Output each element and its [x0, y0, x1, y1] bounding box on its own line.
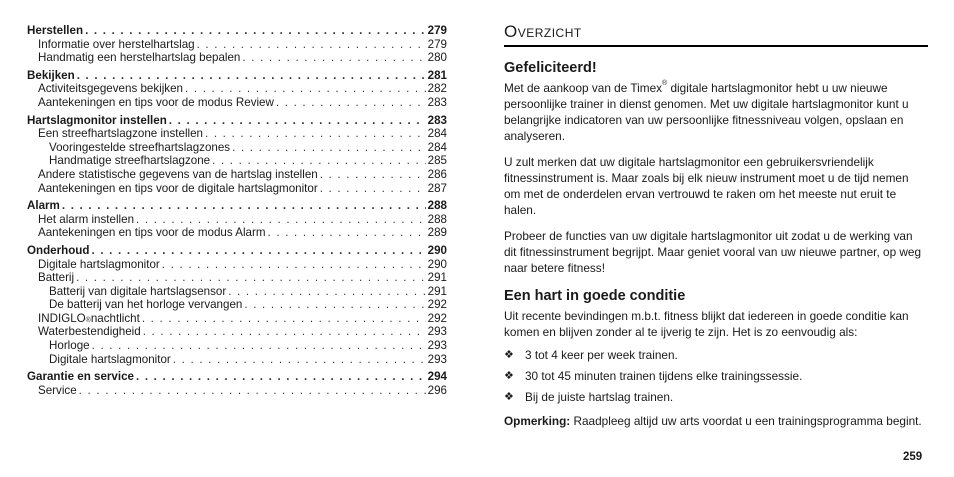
toc-entry-title-suffix: nachtlicht	[90, 311, 140, 325]
toc-page-number: 290	[427, 243, 447, 257]
list-item: ❖ Bij de juiste hartslag trainen.	[504, 390, 674, 404]
toc-page-number: 291	[427, 271, 447, 285]
toc-entry-title: INDIGLO	[38, 311, 86, 325]
toc-entry-title: Aantekeningen en tips voor de digitale hartslagmonitor	[38, 181, 318, 195]
toc-entry	[27, 258, 447, 272]
toc-entry-title: Het alarm instellen	[38, 212, 135, 226]
dot-leader	[320, 182, 426, 196]
dot-leader	[169, 114, 426, 128]
dot-leader	[136, 370, 426, 384]
toc-entry-title: Batterij van digitale hartslagsensor	[49, 284, 227, 298]
toc-entry	[27, 213, 447, 227]
diamond-bullet-icon: ❖	[504, 391, 514, 403]
toc-entry-title: Een streefhartslagzone instellen	[38, 127, 203, 141]
toc-page-number: 279	[427, 37, 447, 51]
dot-leader	[268, 226, 426, 240]
toc-entry-title: Alarm	[27, 199, 60, 213]
page-number: 259	[903, 451, 923, 463]
toc-entry	[27, 38, 447, 52]
toc-chapter	[27, 24, 447, 38]
heading-congratulations: Gefeliciteerd!	[504, 60, 597, 76]
toc-entry	[27, 384, 447, 398]
toc-entry	[27, 312, 447, 326]
toc-entry	[27, 182, 447, 196]
toc-entry	[27, 271, 447, 285]
toc-entry-title: Aantekeningen en tips voor de modus Alarm	[38, 226, 266, 240]
dot-leader	[173, 353, 426, 367]
dot-leader	[76, 271, 426, 285]
toc-entry-title: Hartslagmonitor instellen	[27, 113, 167, 127]
toc-page-number: 293	[427, 352, 447, 366]
toc-entry	[27, 51, 447, 65]
registered-mark: ®	[85, 316, 91, 324]
toc-page-number: 293	[427, 325, 447, 339]
dot-leader	[92, 339, 426, 353]
toc-entry	[27, 168, 447, 182]
dot-leader	[143, 325, 426, 339]
registered-mark: ®	[662, 80, 668, 87]
toc-page-number: 291	[427, 284, 447, 298]
toc-page-number: 287	[427, 181, 447, 195]
toc-entry-title: Waterbestendigheid	[38, 325, 141, 339]
toc-entry	[27, 226, 447, 240]
toc-chapter	[27, 114, 447, 128]
toc-page-number: 283	[427, 113, 447, 127]
toc-page-number: 296	[427, 383, 447, 397]
toc-chapter	[27, 370, 447, 384]
table-of-contents	[27, 24, 447, 397]
toc-entry-title: Service	[38, 383, 77, 397]
paragraph-2: U zult merken dat uw digitale hartslagmonitor een gebruikersvriendelijk fitnessinstrument is. Maar zoals bij elk nieuw instrument moet u de tijd nemen om met de onderdelen ervan vertrouwd te raken om het meeste nut eruit te halen.	[504, 155, 909, 217]
dot-leader	[85, 24, 426, 38]
toc-entry-title: Digitale hartslagmonitor	[49, 352, 171, 366]
toc-entry-title: Horloge	[49, 339, 90, 353]
toc-entry	[27, 96, 447, 110]
toc-page-number: 279	[427, 24, 447, 37]
paragraph-4: Uit recente bevindingen m.b.t. fitness blijkt dat iedereen in goede conditie kan komen en blijven zonder al te ijverig te zijn. Het is zo eenvoudig als:	[504, 309, 909, 339]
dot-leader	[212, 154, 426, 168]
dot-leader	[320, 168, 426, 182]
toc-page-number: 293	[427, 339, 447, 353]
toc-entry	[27, 141, 447, 155]
toc-page-number: 285	[427, 154, 447, 168]
toc-entry-title: Herstellen	[27, 24, 84, 37]
dot-leader	[79, 384, 426, 398]
toc-chapter	[27, 199, 447, 213]
toc-entry-title: Digitale hartslagmonitor	[38, 257, 160, 271]
toc-page-number: 286	[427, 167, 447, 181]
toc-chapter	[27, 69, 447, 83]
toc-entry	[27, 154, 447, 168]
toc-entry-title: Handmatig een herstelhartslag bepalen	[38, 51, 241, 65]
toc-page-number: 288	[427, 212, 447, 226]
toc-entry	[27, 353, 447, 367]
toc-page-number: 284	[427, 140, 447, 154]
toc-entry-title: Activiteitsgegevens bekijken	[38, 82, 184, 96]
toc-page-number: 281	[427, 68, 447, 82]
toc-page-number: 282	[427, 82, 447, 96]
toc-entry-title: Aantekeningen en tips voor de modus Review	[38, 95, 274, 109]
toc-entry	[27, 325, 447, 339]
toc-entry	[27, 127, 447, 141]
dot-leader	[185, 82, 426, 96]
diamond-bullet-icon: ❖	[504, 349, 514, 361]
toc-entry-title: Bekijken	[27, 68, 75, 82]
toc-entry-title: Vooringestelde streefhartslagzones	[49, 140, 231, 154]
diamond-bullet-icon: ❖	[504, 370, 514, 382]
section-title: Overzicht	[504, 22, 928, 47]
dot-leader	[77, 69, 426, 83]
toc-entry-title: Batterij	[38, 271, 75, 285]
heading-good-condition: Een hart in goede conditie	[504, 288, 686, 304]
toc-page-number: 292	[427, 311, 447, 325]
overview-section	[504, 22, 928, 439]
dot-leader	[242, 51, 425, 65]
toc-page-number: 290	[427, 257, 447, 271]
list-item: ❖ 3 tot 4 keer per week trainen.	[504, 348, 678, 362]
paragraph-3: Probeer de functies van uw digitale hartslagmonitor uit zodat u de werking van dit fitnessinstrument begrijpt. Maar geniet vooral van uw nieuwe partner, op weg naar betere fitness!	[504, 229, 922, 275]
dot-leader	[197, 38, 426, 52]
toc-chapter	[27, 244, 447, 258]
toc-page-number: 283	[427, 95, 447, 109]
toc-page-number: 288	[427, 199, 447, 213]
toc-entry-title: Informatie over herstelhartslag	[38, 37, 195, 51]
dot-leader	[205, 127, 426, 141]
toc-entry-title: Onderhoud	[27, 243, 90, 257]
dot-leader	[244, 298, 425, 312]
toc-page-number: 292	[427, 298, 447, 312]
toc-entry	[27, 82, 447, 96]
dot-leader	[276, 96, 426, 110]
dot-leader	[142, 312, 426, 326]
note-paragraph: Opmerking: Raadpleeg altijd uw arts voordat u een trainingsprogramma begint.	[504, 414, 922, 428]
toc-entry-title: Andere statistische gegevens van de hartslag instellen	[38, 167, 318, 181]
toc-page-number: 294	[427, 370, 447, 384]
dot-leader	[62, 199, 426, 213]
toc-page-number: 280	[427, 51, 447, 65]
dot-leader	[162, 258, 426, 272]
toc-page-number: 284	[427, 127, 447, 141]
list-item: ❖ 30 tot 45 minuten trainen tijdens elke trainingssessie.	[504, 369, 803, 383]
note-label: Opmerking:	[504, 414, 571, 428]
dot-leader	[91, 244, 425, 258]
toc-entry-title: Handmatige streefhartslagzone	[49, 154, 211, 168]
toc-entry-title: Garantie en service	[27, 370, 134, 384]
intro-paragraph: Met de aankoop van de Timex® digitale hartslagmonitor hebt u uw nieuwe persoonlijke trainer in dienst genomen. Met uw digitale hartslagmonitor kunt u belangrijke indicatoren van uw persoonlijke fitnessniveau volgen, opslaan en analyseren.	[504, 80, 909, 143]
dot-leader	[228, 285, 425, 299]
dot-leader	[232, 141, 426, 155]
toc-page-number: 289	[427, 226, 447, 240]
toc-entry	[27, 298, 447, 312]
toc-entry-title: De batterij van het horloge vervangen	[49, 298, 243, 312]
toc-entry	[27, 285, 447, 299]
toc-entry	[27, 339, 447, 353]
dot-leader	[136, 213, 426, 227]
